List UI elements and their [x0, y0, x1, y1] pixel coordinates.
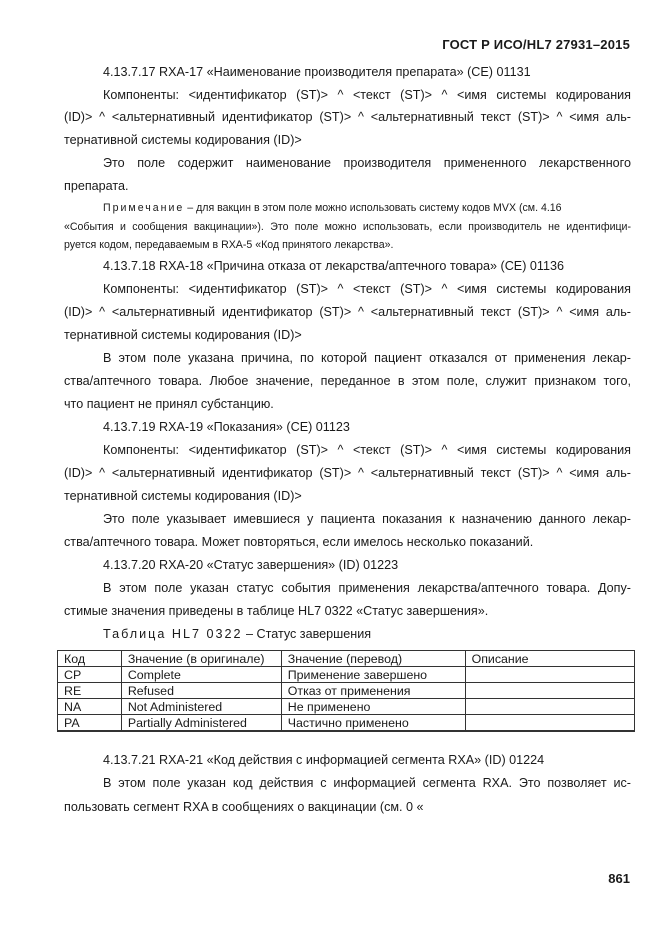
table-header-row	[58, 651, 635, 667]
table-row	[58, 667, 635, 683]
table-cell: PA	[58, 715, 122, 732]
table-header-cell: Код	[58, 651, 122, 667]
description-text: стимые значения приведены в таблице HL7 0322 «Статус завершения».	[64, 604, 489, 618]
description-text: препарата.	[64, 179, 129, 193]
description-text: пользовать сегмент RXA в сообщениях о вакцинации (см. 0 «	[64, 800, 424, 814]
table-cell: RE	[58, 683, 122, 699]
components-line: Компоненты: <идентификатор (ST)> ^ <текст (ST)> ^ <имя системы кодирования	[103, 88, 631, 102]
table-cell: CP	[58, 667, 122, 683]
description-text: Это поле указывает имевшиеся у пациента показания к назначению данного лекар-	[103, 512, 631, 526]
note-line: руется кодом, передаваемым в RXA-5 «Код принятого лекарства».	[64, 239, 394, 251]
section-heading-rxa20: 4.13.7.20 RXA-20 «Статус завершения» (ID) 01223	[103, 558, 399, 572]
note-text: – для вакцин в этом поле можно использовать систему кодов MVX (см. 4.16	[184, 202, 562, 214]
description-text: что пациент не принял субстанцию.	[64, 397, 274, 411]
table-caption-label: Таблица HL7 0322	[103, 627, 243, 641]
components-line: (ID)> ^ <альтернативный идентификатор (ST)> ^ <альтернативный текст (ST)> ^ <имя аль-	[64, 110, 631, 124]
table-cell: NA	[58, 699, 122, 715]
running-header: ГОСТ Р ИСО/HL7 27931–2015	[442, 37, 630, 52]
table-header-cell: Значение (перевод)	[281, 651, 465, 667]
section-heading-rxa17: 4.13.7.17 RXA-17 «Наименование производителя препарата» (CE) 01131	[103, 65, 531, 79]
description-text: Это поле содержит наименование производителя примененного лекарственного	[103, 156, 631, 170]
status-table	[57, 650, 635, 732]
table-cell	[465, 715, 634, 732]
section-heading-rxa18: 4.13.7.18 RXA-18 «Причина отказа от лекарства/аптечного товара» (CE) 01136	[103, 259, 564, 273]
components-line: тернативной системы кодирования (ID)>	[64, 133, 302, 147]
table-header-cell: Значение (в оригинале)	[121, 651, 281, 667]
table-cell: Не применено	[281, 699, 465, 715]
components-line: (ID)> ^ <альтернативный идентификатор (ST)> ^ <альтернативный текст (ST)> ^ <имя аль-	[64, 305, 631, 319]
table-cell	[465, 667, 634, 683]
components-line: Компоненты: <идентификатор (ST)> ^ <текст (ST)> ^ <имя системы кодирования	[103, 443, 631, 457]
table-cell	[465, 683, 634, 699]
table-cell: Применение завершено	[281, 667, 465, 683]
note-line	[103, 201, 631, 215]
components-line: Компоненты: <идентификатор (ST)> ^ <текст (ST)> ^ <имя системы кодирования	[103, 282, 631, 296]
description-text: ства/аптечного товара. Любое значение, переданное в этом поле, служит признаком того,	[64, 374, 631, 388]
components-line: (ID)> ^ <альтернативный идентификатор (ST)> ^ <альтернативный текст (ST)> ^ <имя аль-	[64, 466, 631, 480]
section-heading-rxa19: 4.13.7.19 RXA-19 «Показания» (CE) 01123	[103, 420, 350, 434]
description-text: В этом поле указан статус события применения лекарства/аптечного товара. Допу-	[103, 581, 631, 595]
description-text: В этом поле указана причина, по которой пациент отказался от применения лекар-	[103, 351, 631, 365]
table-row	[58, 715, 635, 732]
components-line: тернативной системы кодирования (ID)>	[64, 489, 302, 503]
description-text: ства/аптечного товара. Может повторяться, если имелось несколько показаний.	[64, 535, 534, 549]
note-label: Примечание	[103, 202, 185, 214]
table-row	[58, 683, 635, 699]
page-number: 861	[608, 871, 630, 886]
table-header-cell: Описание	[465, 651, 634, 667]
table-caption	[103, 626, 371, 642]
table-cell: Complete	[121, 667, 281, 683]
note-line: «События и сообщения вакцинации»). Это поле можно использовать, если производитель не идентифици-	[64, 221, 631, 233]
components-line: тернативной системы кодирования (ID)>	[64, 328, 302, 342]
table-cell: Отказ от применения	[281, 683, 465, 699]
table-cell: Partially Administered	[121, 715, 281, 732]
table-cell: Refused	[121, 683, 281, 699]
table-caption-title: – Статус завершения	[242, 627, 372, 641]
table-row	[58, 699, 635, 715]
description-text: В этом поле указан код действия с информацией сегмента RXA. Это позволяет ис-	[103, 776, 631, 790]
table-cell: Not Administered	[121, 699, 281, 715]
table-cell: Частично применено	[281, 715, 465, 732]
table-cell	[465, 699, 634, 715]
section-heading-rxa21: 4.13.7.21 RXA-21 «Код действия с информацией сегмента RXA» (ID) 01224	[103, 753, 545, 767]
